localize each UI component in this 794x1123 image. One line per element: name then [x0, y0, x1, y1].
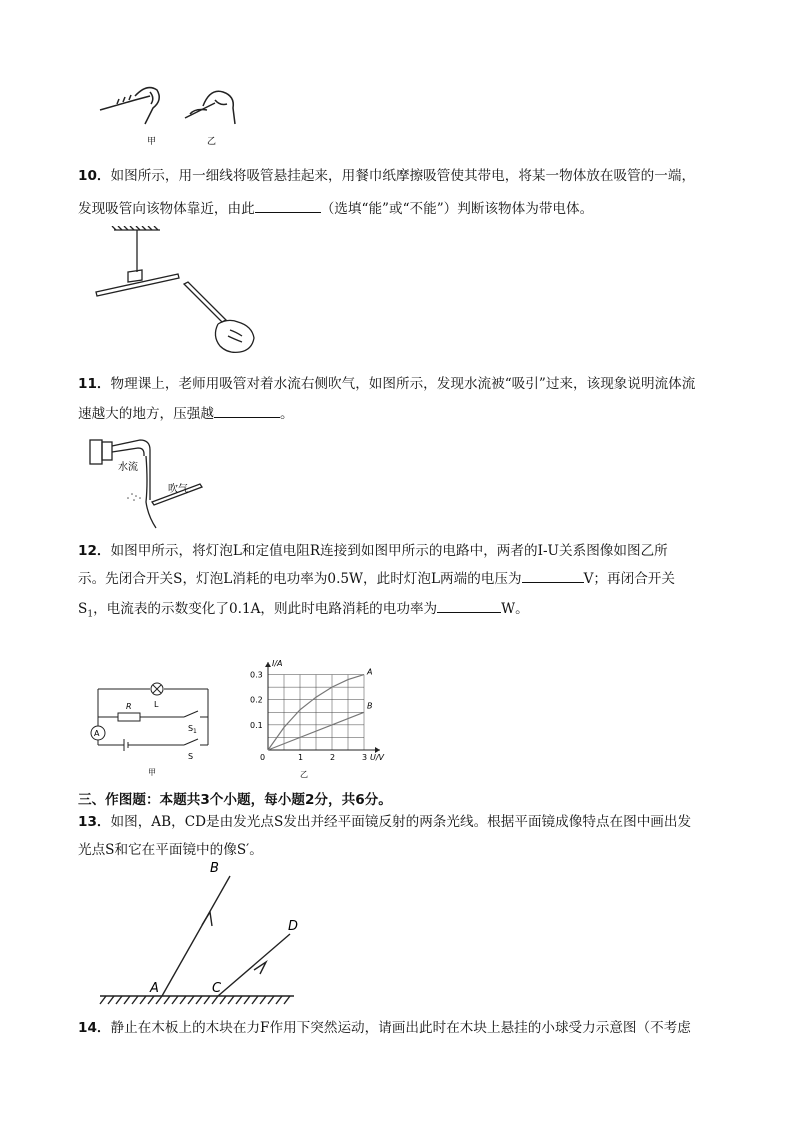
ammeter-label: A [94, 729, 100, 738]
top-hands-figure [95, 78, 255, 150]
x-tick-label: 0 [260, 753, 266, 762]
q12-text-line1: 如图甲所示，将灯泡L和定值电阻R连接到如图甲所示的电路中，两者的I-U关系图像如图乙所 [110, 543, 668, 559]
q10-text-before-blank: 发现吸管向该物体靠近，由此 [78, 201, 255, 217]
iu-graph [238, 642, 398, 782]
point-c-label: C [212, 981, 222, 996]
x-axis-label: U/V [370, 753, 385, 762]
point-d-label: D [288, 919, 298, 934]
switch1-label: S [188, 724, 194, 733]
hanging-straw-figure [92, 226, 272, 361]
fig-label-jia: 甲 [147, 137, 157, 147]
graph-caption: 乙 [300, 770, 308, 779]
answer-blank[interactable] [255, 198, 321, 213]
answer-blank[interactable] [522, 568, 584, 583]
switch-s1-label: $S_1$ [78, 601, 94, 620]
q11-text-before-blank: 速越大的地方，压强越 [78, 406, 214, 422]
point-b-label: B [210, 862, 219, 876]
question-13 [78, 812, 738, 860]
series-label-b: B [367, 701, 373, 711]
q10-text-after-blank: （选填“能”或“不能”）判断该物体为带电体。 [320, 201, 594, 217]
q13-text-line2: 光点S和它在平面镜中的像S′。 [78, 842, 263, 858]
lamp-label: L [154, 700, 159, 709]
y-tick-label: 0.2 [250, 695, 263, 705]
question-12 [78, 541, 738, 625]
switch1-subscript: 1 [193, 728, 197, 735]
q11-text-line1: 物理课上，老师用吸管对着水流右侧吹气，如图所示，发现水流被“吸引”过来，该现象说明流体流 [110, 376, 696, 392]
question-number: 14． [78, 1020, 111, 1036]
circuit-diagram [88, 675, 218, 780]
label-blow: 吹气 [168, 484, 188, 495]
answer-blank[interactable] [437, 598, 501, 613]
ray-ab [162, 876, 230, 996]
q12-text-line3-after: W。 [501, 601, 529, 617]
section-heading: 三、作图题：本题共3个小题，每小题2分，共6分。 [78, 792, 392, 808]
mirror-rays-figure [98, 862, 298, 1010]
y-tick-label: 0.1 [250, 720, 263, 730]
question-11 [78, 374, 738, 424]
question-10 [78, 166, 738, 219]
question-number: 11． [78, 376, 111, 392]
y-axis-arrow [265, 662, 271, 667]
y-axis-label: I/A [272, 659, 283, 668]
q12-text-line3-before: ，电流表的示数变化了0.1A，则此时电路消耗的电功率为 [93, 601, 438, 617]
q10-text-line1: 如图所示，用一细线将吸管悬挂起来，用餐巾纸摩擦吸管使其带电，将某一物体放在吸管的一端， [110, 168, 696, 184]
point-a-label: A [150, 981, 159, 996]
switch2-label: S [188, 752, 194, 761]
q13-text-line1: 如图，AB，CD是由发光点S发出并经平面镜反射的两条光线。根据平面镜成像特点在图中画出发 [110, 814, 692, 830]
faucet-blowing-figure [88, 432, 228, 532]
y-tick-label: 0.3 [250, 670, 263, 680]
q12-text-line2-after: V；再闭合开关 [583, 571, 675, 587]
fig-label-yi: 乙 [207, 137, 217, 147]
q14-text-line1: 静止在木板上的木块在力F作用下突然运动，请画出此时在木块上悬挂的小球受力示意图（不考虑 [110, 1020, 691, 1036]
x-tick-label: 3 [362, 753, 368, 762]
x-tick-label: 1 [298, 753, 304, 762]
x-tick-label: 2 [330, 753, 336, 762]
question-number: 10． [78, 168, 111, 184]
answer-blank[interactable] [214, 403, 280, 418]
q11-text-after-blank: 。 [279, 406, 294, 422]
ray-cd [218, 934, 290, 996]
series-label-a: A [367, 667, 373, 677]
question-14 [78, 1018, 738, 1038]
resistor-label: R [126, 702, 132, 711]
question-number: 13． [78, 814, 111, 830]
question-number: 12． [78, 543, 111, 559]
q12-text-line2-before: 示。先闭合开关S，灯泡L消耗的电功率为0.5W，此时灯泡L两端的电压为 [78, 571, 522, 587]
label-water: 水流 [118, 462, 138, 473]
circuit-caption: 甲 [148, 768, 156, 777]
resistor-symbol [118, 713, 140, 721]
